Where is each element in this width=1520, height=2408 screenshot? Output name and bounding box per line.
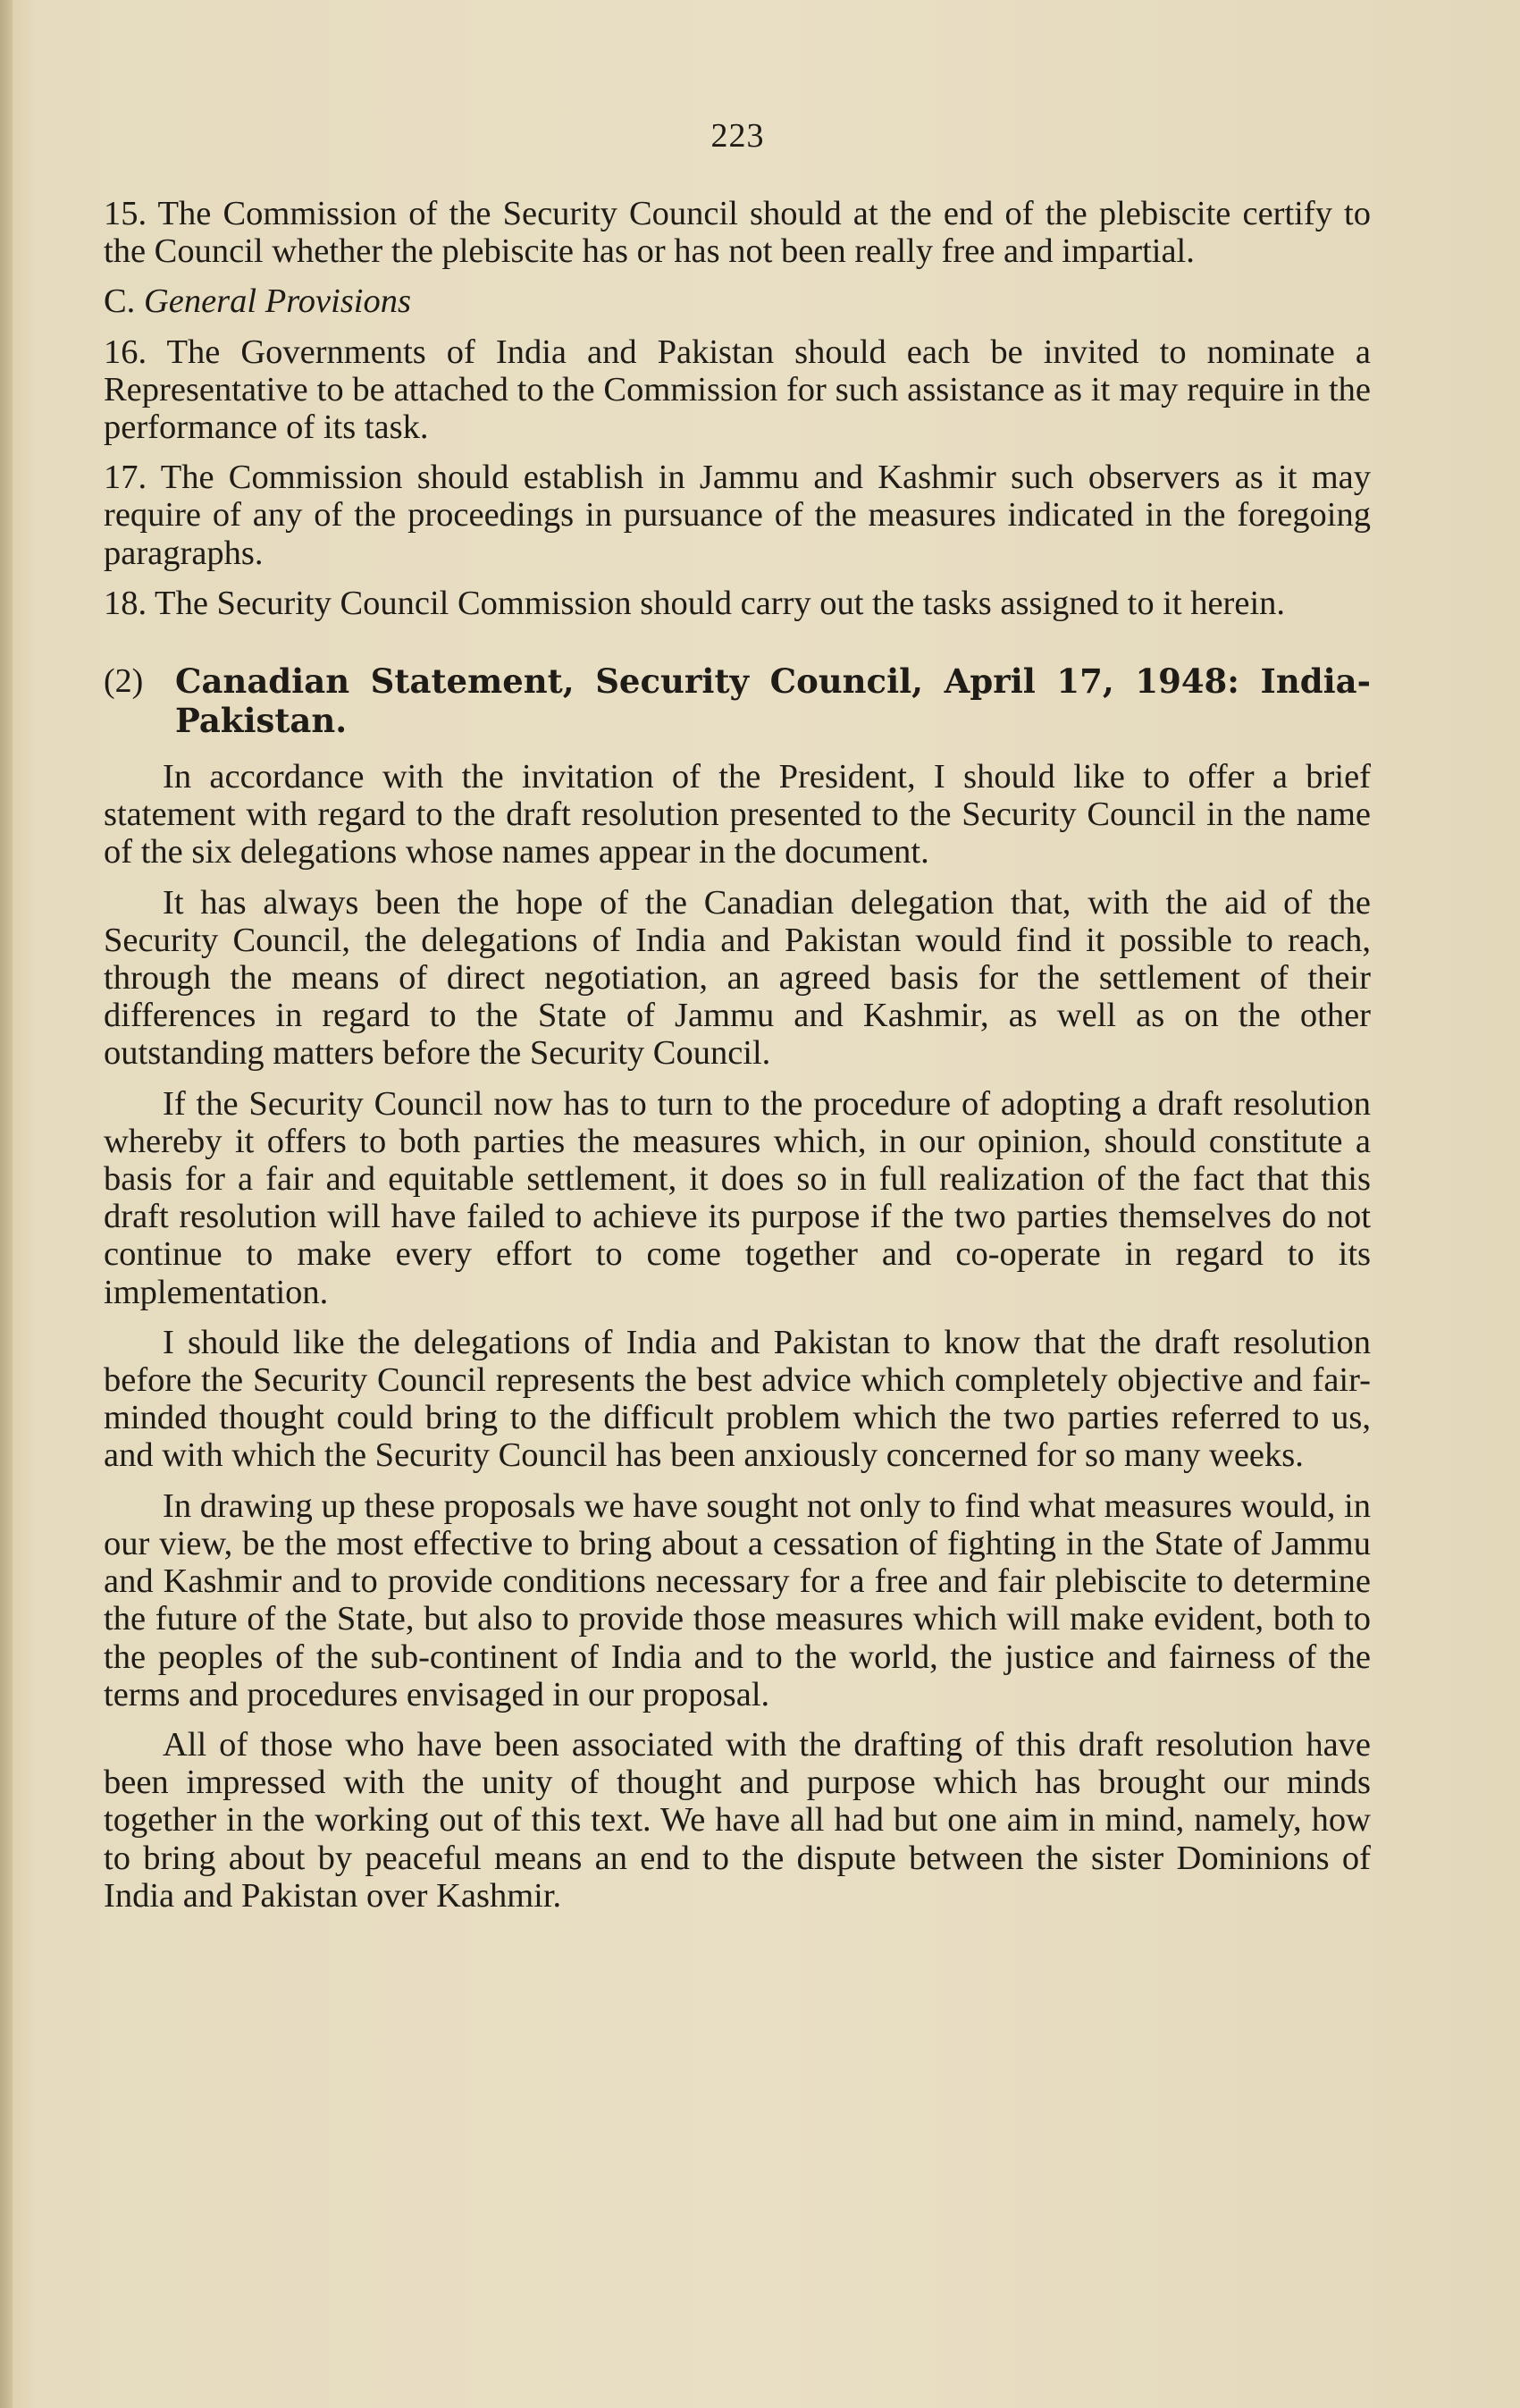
section-2-heading bbox=[104, 661, 1371, 740]
page-number: 223 bbox=[710, 117, 765, 155]
paragraph-15: 15. The Commission of the Security Council should at the end of the plebiscite certify to the Council whether the plebiscite has or has not been really free and impartial. bbox=[104, 195, 1371, 271]
paragraph-18: 18. The Security Council Commission should carry out the tasks assigned to it herein. bbox=[104, 584, 1286, 622]
statement-paragraph: It has always been the hope of the Canadian delegation that, with the aid of the Security Council, the delegations of India and Pakistan would find it possible to reach, through the means of direct negotiation, an agreed basis for the settlement of their differences in regard to the State of Jammu and Kashmir, as well as on the other outstanding matters before the Security Council. bbox=[104, 883, 1371, 1073]
section-c-heading bbox=[104, 282, 1371, 320]
paragraph-17: 17. The Commission should establish in Jammu and Kashmir such observers as it may require of any of the proceedings in pursuance of the measures indicated in the foregoing paragraphs. bbox=[104, 459, 1371, 572]
section-c-title: General Provisions bbox=[143, 282, 411, 321]
statement-paragraph: All of those who have been associated with the drafting of this draft resolution have been impressed with the unity of thought and purpose which has brought our minds together in the working out of this text. We have all had but one aim in mind, namely, how to bring about by peaceful means an end to the dispute between the sister Dominions of India and Pakistan over Kashmir. bbox=[104, 1725, 1371, 1915]
section-c-letter: C. bbox=[104, 282, 136, 321]
section-2-marker: (2) bbox=[104, 662, 144, 701]
statement-paragraph: In accordance with the invitation of the President, I should like to offer a brief statement with regard to the draft resolution presented to the Security Council in the name of the six delegations whose names appear in the document. bbox=[104, 758, 1371, 871]
statement-paragraph: If the Security Council now has to turn to the procedure of adopting a draft resolution whereby it offers to both parties the measures which, in our opinion, should constitute a basis for a fair and equitable settlement, it does so in full realization of the fact that this draft resolution will have failed to achieve its purpose if the two parties themselves do not continue to make every effort to come together and co-operate in regard to its implementation. bbox=[104, 1084, 1371, 1311]
section-2-title: Canadian Statement, Security Council, April 17, 1948: India-Pakistan. bbox=[175, 661, 1371, 741]
statement-paragraph: In drawing up these proposals we have sought not only to find what measures would, in our view, be the most effective to bring about a cessation of fighting in the State of Jammu and Kashmir and to provide conditions necessary for a free and fair plebiscite to determine the future of the State, but also to provide those measures which will make evident, both to the peoples of the sub-continent of India and to the world, the justice and fairness of the terms and procedures envisaged in our proposal. bbox=[104, 1486, 1371, 1713]
page-spine-edge bbox=[0, 0, 13, 2408]
statement-paragraph: I should like the delegations of India and Pakistan to know that the draft resolution before the Security Council represents the best advice which completely objective and fair-minded thought could bring to the difficult problem which the two parties referred to us, and with which the Security Council has been anxiously concerned for so many weeks. bbox=[104, 1323, 1371, 1475]
page-body bbox=[104, 195, 1371, 1927]
paragraph-16: 16. The Governments of India and Pakistan should each be invited to nominate a Representative to be attached to the Commission for such assistance as it may require in the performance of its task. bbox=[104, 333, 1371, 447]
